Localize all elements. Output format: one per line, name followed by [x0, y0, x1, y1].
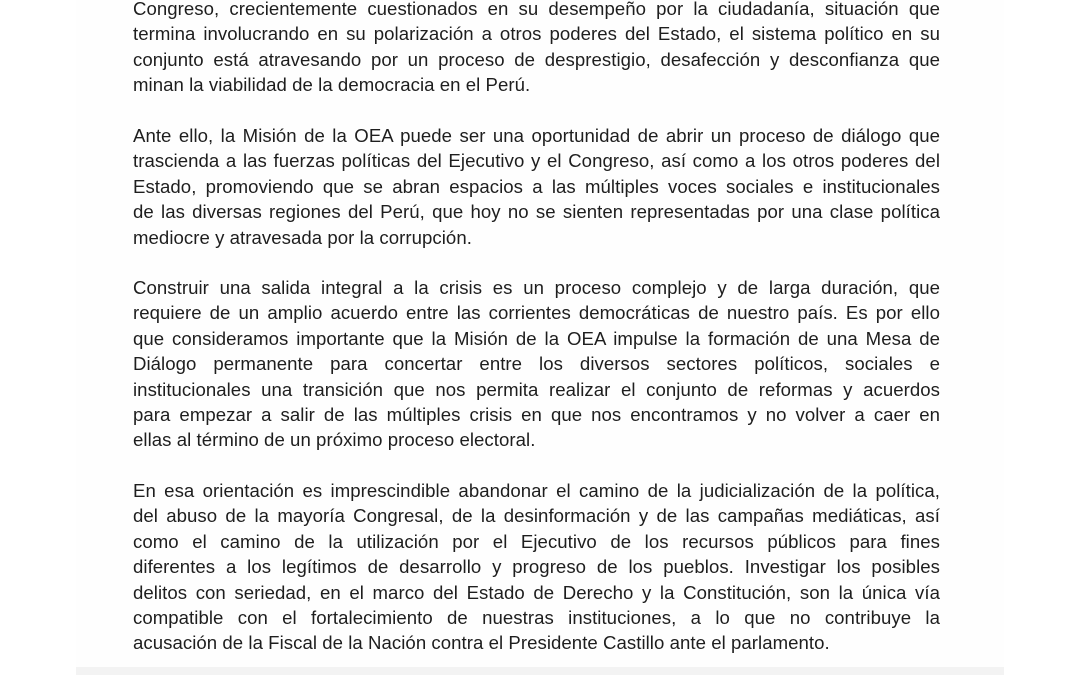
paragraph-2 [133, 123, 940, 250]
text-line: que consideramos importante que la Misión de la OEA impulse la formación de una Mesa de [133, 327, 940, 349]
text-line: termina involucrando en su polarización a otros poderes del Estado, el sistema político en su [133, 23, 940, 45]
paragraph-1 [133, 0, 940, 98]
text-line: Congreso, crecientemente cuestionados en su desempeño por la ciudadanía, situación que [133, 0, 940, 19]
text-line: ellas al término de un próximo proceso electoral. [133, 429, 536, 451]
text-line: conjunto está atravesando por un proceso de desprestigio, desafección y desconfianza que [133, 48, 940, 70]
text-line: de las diversas regiones del Perú, que hoy no se sienten representadas por una clase política [133, 201, 940, 223]
scan-margin-right [1004, 0, 1080, 675]
scan-margin-left [0, 0, 76, 675]
text-line: trascienda a las fuerzas políticas del Ejecutivo y el Congreso, así como a los otros poderes del [133, 150, 940, 172]
text-line: minan la viabilidad de la democracia en el Perú. [133, 74, 531, 96]
text-line: delitos con seriedad, en el marco del Estado de Derecho y la Constitución, son la única vía [133, 581, 940, 603]
text-line: acusación de la Fiscal de la Nación contra el Presidente Castillo ante el parlamento. [133, 632, 830, 654]
text-line: mediocre y atravesada por la corrupción. [133, 226, 472, 248]
text-line: para empezar a salir de las múltiples crisis en que nos encontramos y no volver a caer en [133, 403, 940, 425]
text-line: requiere de un amplio acuerdo entre las corrientes democráticas de nuestro país. Es por ello [133, 302, 940, 324]
paragraph-3 [133, 275, 940, 453]
text-line: compatible con el fortalecimiento de nuestras instituciones, a lo que no contribuye la [133, 606, 940, 628]
text-line: diferentes a los legítimos de desarrollo y progreso de los pueblos. Investigar los posibles [133, 556, 940, 578]
text-line: Construir una salida integral a la crisis es un proceso complejo y de larga duración, que [133, 277, 940, 298]
paragraph-4 [133, 478, 940, 656]
text-line: del abuso de la mayoría Congresal, de la desinformación y de las campañas mediáticas, así [133, 505, 940, 527]
text-line: En esa orientación es imprescindible abandonar el camino de la judicialización de la política, [133, 480, 940, 501]
text-line: Diálogo permanente para concertar entre los diversos sectores políticos, sociales e [133, 353, 940, 375]
text-line: Ante ello, la Misión de la OEA puede ser una oportunidad de abrir un proceso de diálogo que [133, 125, 940, 146]
scan-margin-bottom [76, 667, 1004, 675]
text-line: Estado, promoviendo que se abran espacios a las múltiples voces sociales e institucionales [133, 175, 940, 197]
text-line: como el camino de la utilización por el Ejecutivo de los recursos públicos para fines [133, 530, 940, 552]
text-line: institucionales una transición que nos permita realizar el conjunto de reformas y acuerdos [133, 378, 940, 400]
